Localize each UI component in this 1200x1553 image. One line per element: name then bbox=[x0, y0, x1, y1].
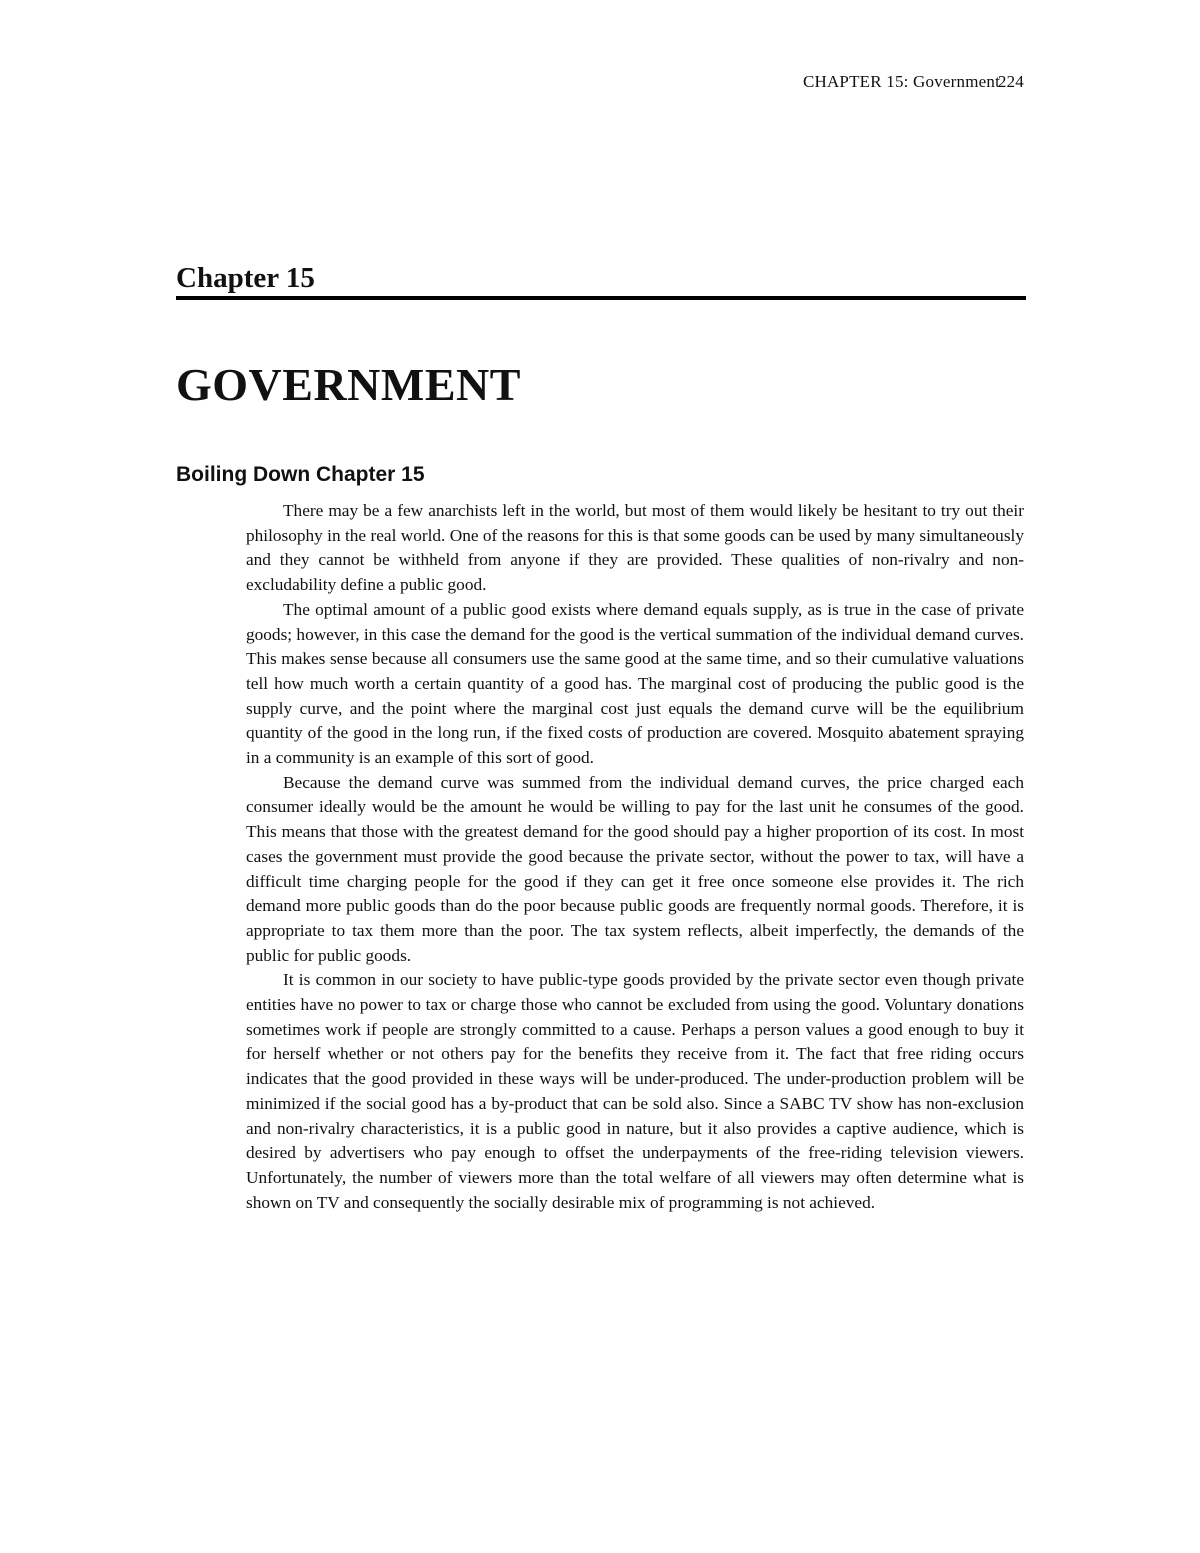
running-header bbox=[764, 72, 1024, 100]
chapter-title: GOVERNMENT bbox=[176, 359, 521, 410]
paragraph-3: Because the demand curve was summed from the individual demand curves, the price charged each consumer ideally would be the amount he would be willing to pay for the last unit he consumes of the good. This means that those with the greatest demand for the good should pay a higher proportion of its cost. In most cases the government must provide the good because the private sector, without the power to tax, will have a difficult time charging people for the good if they can get it free once someone else provides it. The rich demand more public goods than do the poor because public goods are frequently normal goods. Therefore, it is appropriate to tax them more than the poor. The tax system reflects, albeit imperfectly, the demands of the public for public goods. bbox=[246, 772, 1024, 965]
section-body bbox=[246, 499, 1024, 1215]
paragraph-4: It is common in our society to have public-type goods provided by the private sector even though private entities have no power to tax or charge those who cannot be excluded from using the good. Voluntary donations sometimes work if people are strongly committed to a cause. Perhaps a person values a good enough to buy it for herself whether or not others pay for the benefits they receive from it. The fact that free riding occurs indicates that the good provided in these ways will be under-produced. The under-production problem will be minimized if the social good has a by-product that can be sold also. Since a SABC TV show has non-exclusion and non-rivalry characteristics, it is a public good in nature, but it also provides a captive audience, which is desired by advertisers who pay enough to offset the underpayments of the free-riding television viewers. Unfortunately, the number of viewers more than the total welfare of all viewers may often determine what is shown on TV and consequently the socially desirable mix of programming is not achieved. bbox=[246, 970, 1024, 1212]
paragraph-1: There may be a few anarchists left in the world, but most of them would likely be hesitant to try out their philosophy in the real world. One of the reasons for this is that some goods can be used by many simultaneously and they cannot be withheld from anyone if they are provided. These qualities of non-rivalry and non-excludability define a public good. bbox=[246, 501, 1024, 595]
section-heading: Boiling Down Chapter 15 bbox=[176, 463, 425, 486]
page-number: 224 bbox=[997, 72, 1024, 91]
chapter-label: Chapter 15 bbox=[176, 262, 315, 294]
running-header-title: CHAPTER 15: Government bbox=[802, 72, 1000, 91]
paragraph-2: The optimal amount of a public good exists where demand equals supply, as is true in the case of private goods; however, in this case the demand for the good is the vertical summation of the individual demand curves. This makes sense because all consumers use the same good at the same time, and so their cumulative valuations tell how much worth a certain quantity of a good has. The marginal cost of producing the public good is the supply curve, and the point where the marginal cost just equals the demand curve will be the equilibrium quantity of the good in the long run, if the fixed costs of production are covered. Mosquito abatement spraying in a community is an example of this sort of good. bbox=[246, 599, 1024, 768]
chapter-divider bbox=[176, 296, 1026, 300]
